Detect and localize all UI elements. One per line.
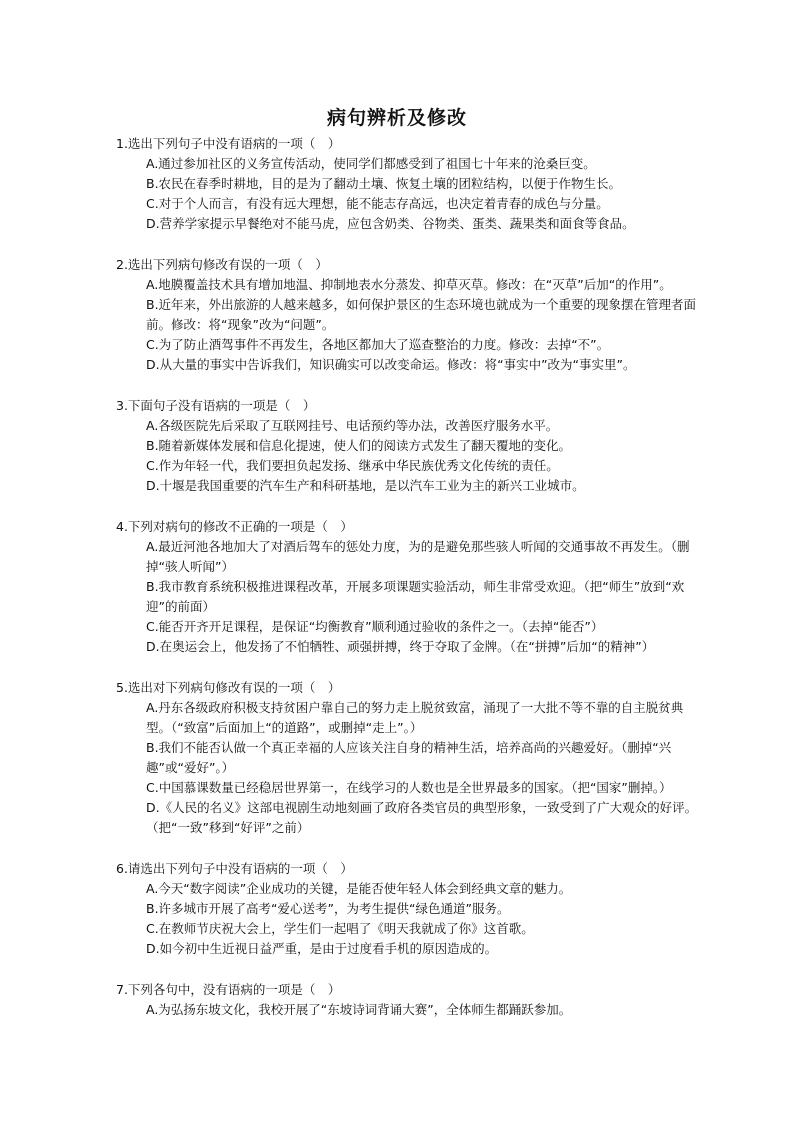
- option-list: [116, 698, 706, 838]
- question-4: [116, 517, 706, 657]
- question-stem: 4.下列对病句的修改不正确的一项是（ ）: [116, 519, 353, 534]
- option-a: A.今天“数字阅读”企业成功的关键，是能否使年轻人体会到经典文章的魅力。: [146, 881, 572, 896]
- option-a: A.通过参加社区的义务宣传活动，使同学们都感受到了祖国七十年来的沧桑巨变。: [146, 156, 596, 171]
- option-list: [116, 275, 706, 375]
- option-c: C.作为年轻一代，我们要担负起发扬、继承中华民族优秀文化传统的责任。: [146, 458, 559, 473]
- option-d: D.如今初中生近视日益严重，是由于过度看手机的原因造成的。: [146, 941, 498, 956]
- option-d: D.在奥运会上，他发扬了不怕牺牲、顽强拼搏，终于夺取了金牌。（在“拼搏”后加“的精神”）: [146, 639, 655, 654]
- option-list: [116, 154, 706, 234]
- option-a: A.各级医院先后采取了互联网挂号、电话预约等办法，改善医疗服务水平。: [146, 418, 559, 433]
- option-d: D.《人民的名义》这部电视剧生动地刻画了政府各类官员的典型形象，一致受到了广大观众的好评。（把“一致”移到“好评”之前）: [146, 800, 698, 835]
- option-list: [116, 1000, 706, 1020]
- option-b: B.我们不能否认做一个真正幸福的人应该关注自身的精神生活，培养高尚的兴趣爱好。（删掉“兴趣”或“爱好”。）: [146, 740, 672, 775]
- option-c: C.能否开齐开足课程，是保证“均衡教育”顺利通过验收的条件之一。（去掉“能否”）: [146, 619, 604, 634]
- question-stem: 2.选出下列病句修改有误的一项（ ）: [116, 257, 328, 272]
- question-stem: 7.下列各句中，没有语病的一项是（ ）: [116, 982, 341, 997]
- question-5: [116, 678, 706, 838]
- question-6: [116, 859, 706, 959]
- option-a: A.丹东各级政府积极支持贫困户靠自己的努力走上脱贫致富，涌现了一大批不等不靠的自主脱贫典型。（“致富”后面加上“的道路”，或删掉“走上”。）: [146, 700, 684, 735]
- option-b: B.我市教育系统积极推进课程改革，开展多项课题实验活动，师生非常受欢迎。（把“师生”放到“欢迎”的前面）: [146, 579, 685, 614]
- question-3: [116, 396, 706, 496]
- option-d: D.营养学家提示早餐绝对不能马虎，应包含奶类、谷物类、蛋类、蔬果类和面食等食品。: [146, 216, 635, 231]
- question-1: [116, 134, 706, 234]
- option-a: A.为弘扬东坡文化，我校开展了“东坡诗词背诵大赛”，全体师生都踊跃参加。: [146, 1002, 572, 1017]
- question-stem: 3.下面句子没有语病的一项是（ ）: [116, 398, 316, 413]
- option-b: B.随着新媒体发展和信息化提速，使人们的阅读方式发生了翻天覆地的变化。: [146, 438, 572, 453]
- question-stem: 5.选出对下列病句修改有误的一项（ ）: [116, 680, 341, 695]
- option-b: B.农民在春季时耕地，目的是为了翻动土壤、恢复土壤的团粒结构，以便于作物生长。: [146, 176, 622, 191]
- question-list: [116, 134, 706, 1041]
- question-stem: 1.选出下列句子中没有语病的一项（ ）: [116, 136, 341, 151]
- option-c: C.对于个人而言，有没有远大理想，能不能志存高远，也决定着青春的成色与分量。: [146, 196, 609, 211]
- question-7: [116, 980, 706, 1020]
- option-c: C.为了防止酒驾事件不再发生，各地区都加大了巡查整治的力度。修改：去掉“不”。: [146, 337, 610, 352]
- option-b: B.近年来，外出旅游的人越来越多，如何保护景区的生态环境也就成为一个重要的现象摆在管理者面前。修改：将“现象”改为“问题”。: [146, 297, 697, 332]
- document-title: 病句辨析及修改: [326, 107, 467, 129]
- option-list: [116, 879, 706, 959]
- option-c: C.中国慕课数量已经稳居世界第一，在线学习的人数也是全世界最多的国家。（把“国家”删掉。）: [146, 780, 672, 795]
- option-d: D.十堰是我国重要的汽车生产和科研基地，是以汽车工业为主的新兴工业城市。: [146, 478, 585, 493]
- option-list: [116, 416, 706, 496]
- option-list: [116, 537, 706, 657]
- question-2: [116, 255, 706, 375]
- option-c: C.在教师节庆祝大会上，学生们一起唱了《明天我就成了你》这首歌。: [146, 921, 534, 936]
- option-a: A.地膜覆盖技术具有增加地温、抑制地表水分蒸发、抑草灭草。修改：在“灭草”后加“的作用”。: [146, 277, 672, 292]
- question-stem: 6.请选出下列句子中没有语病的一项（ ）: [116, 861, 353, 876]
- option-a: A.最近河池各地加大了对酒后驾车的惩处力度，为的是避免那些骇人听闻的交通事故不再发生。（删掉“骇人听闻”）: [146, 539, 690, 574]
- option-d: D.从大量的事实中告诉我们，知识确实可以改变命运。修改：将“事实中”改为“事实里”。: [146, 357, 636, 372]
- option-b: B.许多城市开展了高考“爱心送考”，为考生提供“绿色通道”服务。: [146, 901, 510, 916]
